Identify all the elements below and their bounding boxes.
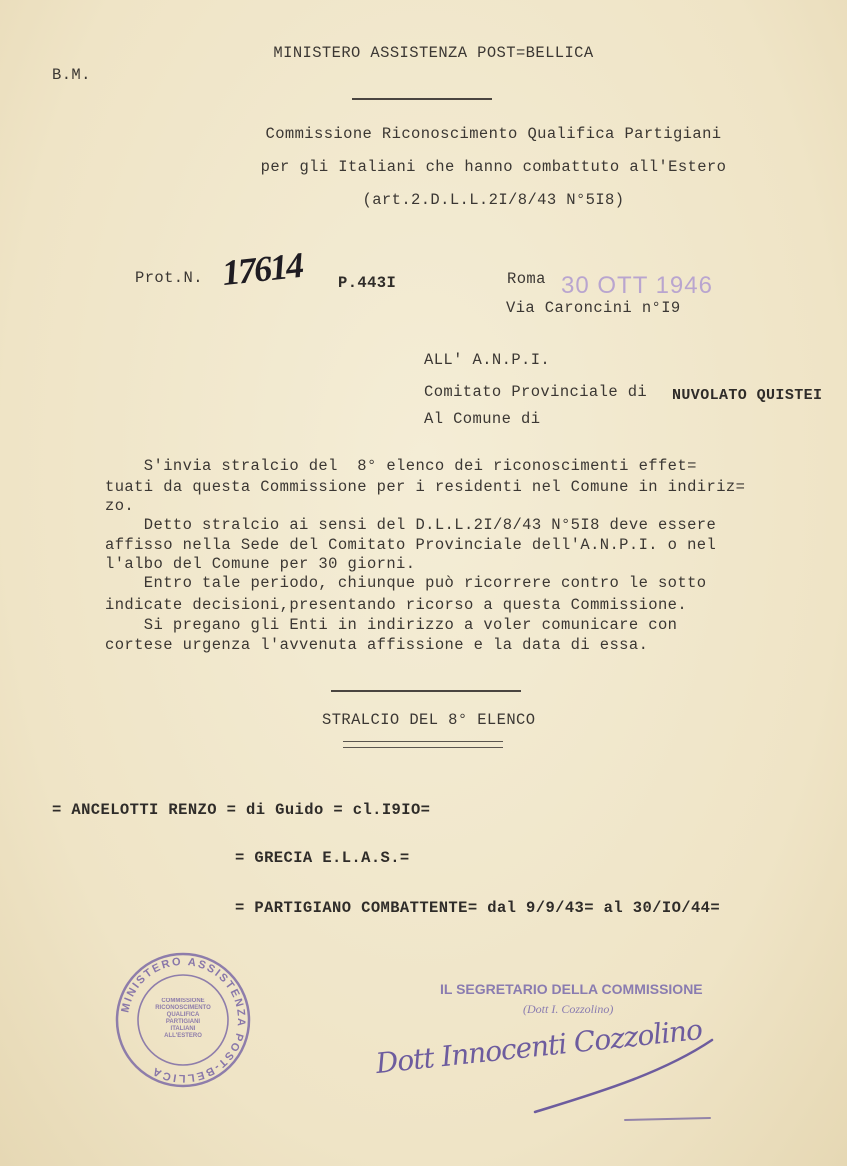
commission-line-3: (art.2.D.L.L.2I/8/43 N°5I8) — [362, 191, 625, 209]
commission-line-2: per gli Italiani che hanno combattuto all'Estero — [260, 158, 727, 176]
body-line: Detto stralcio ai sensi del D.L.L.2I/8/43 N°5I8 deve essere — [105, 516, 717, 534]
seal-graphic — [113, 950, 253, 1090]
ministry-header: MINISTERO ASSISTENZA POST=BELLICA — [273, 44, 594, 62]
comune-name: NUVOLATO QUISTEI — [672, 387, 823, 404]
header-rule — [352, 98, 492, 100]
commission-line-1: Commissione Riconoscimento Qualifica Partigiani — [265, 125, 722, 143]
handwritten-signature: Dott Innocenti Cozzolino — [374, 1012, 704, 1081]
body-line: Entro tale periodo, chiunque può ricorrere contro le sotto — [105, 574, 707, 592]
protocol-label: Prot.N. — [135, 269, 203, 287]
body-line: indicate decisioni,presentando ricorso a questa Commissione. — [105, 596, 688, 614]
body-line: S'invia stralcio del 8° elenco dei riconoscimenti effet= — [105, 457, 697, 475]
body-line: tuati da questa Commissione per i residenti nel Comune in indiriz= — [105, 478, 746, 496]
section-rule — [331, 690, 521, 692]
place-city: Roma — [507, 270, 546, 288]
body-line: l'albo del Comune per 30 giorni. — [105, 555, 416, 573]
svg-text:COMMISSIONERICONOSCIMENTOQUALI: COMMISSIONE RICONOSCIMENTO QUALIFICA PARTIGIANI ITALIANI ALL'ESTERO — [155, 998, 211, 1039]
recipient-comune: Al Comune di — [424, 410, 541, 428]
entry-unit: = GRECIA E.L.A.S.= — [235, 849, 410, 867]
recipient-anpi: ALL' A.N.P.I. — [424, 351, 551, 369]
body-line: affisso nella Sede del Comitato Provinciale dell'A.N.P.I. o nel — [105, 536, 717, 554]
reference-code: B.M. — [52, 66, 91, 84]
recipient-comitato: Comitato Provinciale di — [424, 383, 648, 401]
entry-qualification: = PARTIGIANO COMBATTENTE= dal 9/9/43= al 30/IO/44= — [235, 899, 721, 917]
place-address: Via Caroncini n°I9 — [506, 299, 681, 317]
svg-text:MINISTERO ASSISTENZA POST-BELL: MINISTERO ASSISTENZA POST-BELLICA — [119, 955, 248, 1085]
body-line: zo. — [105, 497, 135, 515]
body-line: cortese urgenza l'avvenuta affissione e la data di essa. — [105, 636, 649, 654]
protocol-number: 17614 — [220, 244, 304, 294]
signature-title: IL SEGRETARIO DELLA COMMISSIONE — [440, 981, 703, 997]
body-line: Si pregano gli Enti in indirizzo a voler comunicare con — [105, 616, 678, 634]
signature-name: (Dott I. Cozzolino) — [523, 1002, 614, 1016]
entry-name: = ANCELOTTI RENZO = di Guido = cl.I9IO= — [52, 801, 431, 819]
extract-title: STRALCIO DEL 8° ELENCO — [322, 711, 536, 729]
ministry-seal — [113, 950, 253, 1090]
protocol-position: P.443I — [338, 274, 397, 292]
date-stamp: 30 OTT 1946 — [561, 272, 713, 299]
extract-title-underline — [343, 741, 503, 748]
